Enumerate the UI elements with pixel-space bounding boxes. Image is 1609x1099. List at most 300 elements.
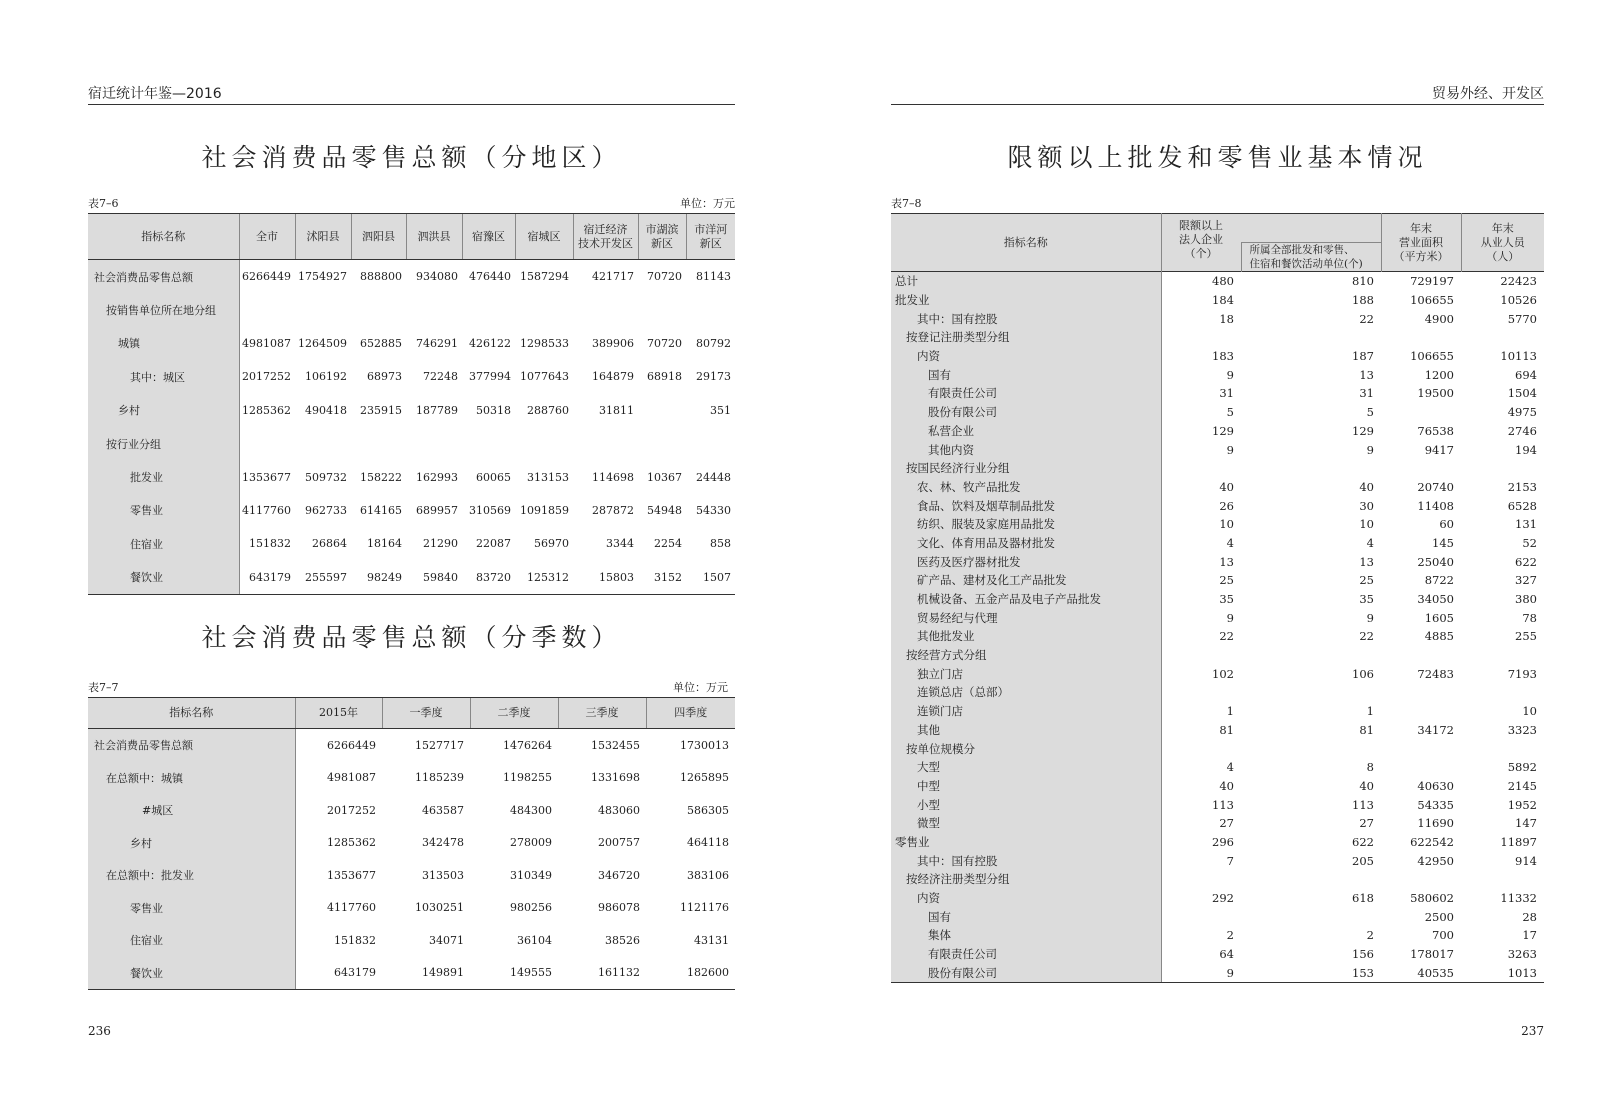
table-cell: 810 [1352,274,1374,289]
table-cell: 158222 [360,470,402,484]
table-cell: 914 [1515,853,1537,868]
table-row [891,440,1544,459]
column-header: 2015年 [295,698,382,729]
table-cell: 78 [1522,610,1537,625]
table-cell [638,293,686,326]
table-cell [351,293,406,326]
row-label: 医药及医疗器材批发 [891,552,1161,571]
table-cell: 9 [1226,610,1234,625]
table-cell: 20740 [1417,479,1454,494]
table-cell: 580602 [1410,891,1454,906]
table-cell [1241,907,1381,926]
table-cell [1381,459,1461,478]
row-label: 在总额中：批发业 [88,859,295,892]
table-cell: 287872 [592,503,634,517]
table-cell: 113 [1352,797,1374,812]
table-cell: 114698 [592,470,634,484]
row-label: 社会消费品零售总额 [88,260,239,294]
header-blank [1241,214,1381,243]
table-cell: 1198255 [503,771,552,785]
table-cell [686,293,735,326]
table-cell: 34071 [429,933,464,947]
table-cell: 618 [1352,891,1374,906]
table-cell [1461,459,1544,478]
row-label: 有限责任公司 [891,945,1161,964]
column-header: 宿豫区 [462,214,515,260]
table-row [88,427,735,460]
row-label: 乡村 [88,827,295,860]
table-cell [1381,328,1461,347]
table-cell: 34050 [1417,592,1454,607]
table-cell: 184 [1212,293,1234,308]
table-cell: 255597 [295,561,351,595]
table-cell [1161,739,1241,758]
table-cell [1161,459,1241,478]
table-cell: 156 [1352,947,1374,962]
table-row [88,859,735,892]
table-cell: 3263 [1507,947,1537,962]
page-number: 236 [88,1024,111,1038]
table-row [891,814,1544,833]
table-unit: 单位：万元 [673,681,728,694]
table-cell: 2500 [1424,909,1454,924]
row-label: 机械设备、五金产品及电子产品批发 [891,590,1161,609]
table-cell: 80792 [696,336,731,350]
table-cell [1461,739,1544,758]
running-header: 宿迁统计年鉴—2016 [88,86,222,102]
table-cell: 5770 [1507,311,1537,326]
table-cell: 52 [1522,535,1537,550]
table-row [891,309,1544,328]
table-row [88,494,735,527]
table-cell: 22423 [1500,274,1537,289]
table-cell [573,293,638,326]
table-cell [1461,870,1544,889]
table-cell [239,293,295,326]
row-label: 零售业 [891,833,1161,852]
row-label: 其中：国有控股 [891,851,1161,870]
row-label: 股份有限公司 [891,403,1161,422]
table-title: 限额以上批发和零售业基本情况 [1007,143,1428,172]
table-cell: 42950 [1417,853,1454,868]
row-label: 纺织、服装及家庭用品批发 [891,515,1161,534]
table-cell: 1527717 [415,738,464,752]
table-cell: 235915 [360,403,402,417]
table-cell [406,293,462,326]
table-row [891,777,1544,796]
table-cell: 161132 [558,957,646,990]
table-cell: 622542 [1410,834,1454,849]
table-cell: 1285362 [327,836,376,850]
column-header: 限额以上 法人企业 （个） [1161,214,1241,272]
table-cell: 24448 [696,470,731,484]
table-cell: 22 [1219,629,1234,644]
row-label: 城镇 [88,327,239,360]
table-cell: 10367 [647,470,682,484]
table-cell: 40630 [1417,778,1454,793]
table-cell: 1 [1226,704,1234,719]
table-cell: 164879 [592,370,634,384]
table-cell [515,427,573,460]
table-cell: 147 [1515,816,1537,831]
table-cell: 54330 [696,503,731,517]
table-cell [295,427,351,460]
table-cell: 1121176 [680,901,729,915]
table-row [891,721,1544,740]
table-row [891,571,1544,590]
table-cell: 11408 [1417,498,1454,513]
table-cell: 9 [1366,610,1374,625]
table-cell: 313503 [422,868,464,882]
table-cell: 68973 [367,370,402,384]
row-label: 其他批发业 [891,627,1161,646]
table-row [88,293,735,326]
table-cell: 2 [1226,928,1234,943]
column-header: 二季度 [470,698,558,729]
table-cell: 21290 [423,537,458,551]
table-row [891,739,1544,758]
region-sales-table [88,213,735,595]
table-row [891,347,1544,366]
table-cell: 729197 [1410,274,1454,289]
table-cell: 858 [710,537,731,551]
row-label: #城区 [88,794,295,827]
table-row [891,963,1544,982]
table-cell: 9417 [1424,442,1454,457]
table-cell [1381,646,1461,665]
table-cell: 296 [1212,834,1234,849]
header-row [88,698,735,729]
table-row [891,926,1544,945]
table-cell: 5 [1366,405,1374,420]
table-cell: 18164 [367,537,402,551]
row-label: 食品、饮料及烟草制品批发 [891,496,1161,515]
row-label: 按国民经济行业分组 [891,459,1161,478]
table-row [891,403,1544,422]
table-cell: 153 [1241,963,1381,982]
row-label: 按单位规模分 [891,739,1161,758]
row-label: 连锁总店（总部） [891,683,1161,702]
table-cell: 10526 [1500,293,1537,308]
table-cell: 129 [1352,423,1374,438]
table-cell: 31 [1359,386,1374,401]
table-cell: 586305 [687,803,729,817]
column-header: 宿迁经济 技术开发区 [573,214,638,260]
table-cell: 10 [1219,517,1234,532]
table-cell: 64 [1219,947,1234,962]
table-cell: 106192 [305,370,347,384]
table-cell: 2017252 [327,803,376,817]
table-cell: 1030251 [415,901,464,915]
table-cell [351,427,406,460]
table-cell: 178017 [1410,947,1454,962]
table-cell [1241,870,1381,889]
table-cell: 4900 [1424,311,1454,326]
table-cell: 149555 [470,957,558,990]
table-cell: 106 [1352,666,1374,681]
table-row [891,945,1544,964]
table-cell: 1532455 [591,738,640,752]
row-label: 农、林、牧产品批发 [891,478,1161,497]
table-cell: 50318 [476,403,511,417]
table-cell: 187789 [416,403,458,417]
table-cell [295,293,351,326]
table-cell: 183 [1212,349,1234,364]
table-cell [1461,328,1544,347]
table-cell: 13 [1359,367,1374,382]
table-number: 表7–8 [891,197,922,210]
table-cell: 1504 [1507,386,1537,401]
row-label: 零售业 [88,892,295,925]
table-cell: 11332 [1500,891,1537,906]
row-label: 内资 [891,889,1161,908]
table-cell: 188 [1352,293,1374,308]
table-cell: 4117760 [327,901,376,915]
table-row [88,729,735,762]
table-row [891,459,1544,478]
table-cell: 463587 [422,803,464,817]
table-cell: 4 [1226,535,1234,550]
table-cell: 187 [1352,349,1374,364]
table-cell: 15803 [573,561,638,595]
row-label: 矿产品、建材及化工产品批发 [891,571,1161,590]
row-label: 按经济注册类型分组 [891,870,1161,889]
row-label: 内资 [891,347,1161,366]
column-header: 市洋河 新区 [686,214,735,260]
table-cell [239,427,295,460]
table-cell: 934080 [416,270,458,284]
table-cell: 962733 [305,503,347,517]
table-cell: 622 [1352,834,1374,849]
table-row [891,702,1544,721]
table-cell: 1298533 [520,336,569,350]
row-label: 其中：国有控股 [891,309,1161,328]
row-label: 按行业分组 [88,427,239,460]
table-cell: 19500 [1417,386,1454,401]
table-cell: 694 [1515,367,1537,382]
table-row [891,833,1544,852]
table-cell [1381,758,1461,777]
table-cell [1241,683,1381,702]
table-row [891,758,1544,777]
row-label: 住宿业 [88,924,295,957]
table-cell: 4 [1226,760,1234,775]
table-cell: 17 [1522,928,1537,943]
row-label: 连锁门店 [891,702,1161,721]
table-row [88,394,735,427]
table-cell [462,427,515,460]
column-header: 三季度 [558,698,646,729]
header-row [88,214,735,260]
table-row [891,627,1544,646]
table-cell: 6266449 [327,738,376,752]
table-cell: 145 [1432,535,1454,550]
table-cell: 1285362 [242,403,291,417]
table-cell: 72248 [423,370,458,384]
row-label: 私营企业 [891,422,1161,441]
row-label: 国有 [891,365,1161,384]
column-header: 指标名称 [88,698,295,729]
table-cell: 1264509 [298,336,347,350]
table-cell: 2145 [1507,778,1537,793]
table-cell: 31811 [599,403,634,417]
table-cell: 10113 [1500,349,1537,364]
row-label: 有限责任公司 [891,384,1161,403]
table-cell: 70720 [647,336,682,350]
row-label: 按销售单位所在地分组 [88,293,239,326]
table-cell: 35 [1219,592,1234,607]
table-cell [1161,328,1241,347]
table-cell [686,427,735,460]
row-label: 住宿业 [88,527,239,560]
row-label: 小型 [891,795,1161,814]
table-cell: 1200 [1424,367,1454,382]
table-cell: 288760 [527,403,569,417]
table-cell [1461,683,1544,702]
table-cell: 70720 [647,270,682,284]
table-cell: 102 [1212,666,1234,681]
table-cell: 30 [1359,498,1374,513]
table-cell: 182600 [646,957,735,990]
table-row [88,360,735,393]
table-cell: 9 [1226,442,1234,457]
row-label: 餐饮业 [88,561,239,595]
table-row [891,683,1544,702]
table-cell: 622 [1515,554,1537,569]
table-cell: 113 [1212,797,1234,812]
table-cell: 149891 [382,957,470,990]
table-cell: 40535 [1381,963,1461,982]
table-cell: 81143 [696,270,731,284]
table-cell: 18 [1219,311,1234,326]
table-cell: 9 [1161,963,1241,982]
table-row [88,327,735,360]
table-row [891,646,1544,665]
row-label: 独立门店 [891,664,1161,683]
table-cell: 4975 [1507,405,1537,420]
table-cell: 3323 [1507,722,1537,737]
table-cell: 72483 [1417,666,1454,681]
column-header: 年末 从业人员 （人） [1461,214,1544,272]
table-cell [1161,907,1241,926]
table-cell [638,427,686,460]
table-cell: 426122 [469,336,511,350]
row-label: 其他内资 [891,440,1161,459]
table-cell: 2017252 [242,370,291,384]
table-cell: 986078 [598,901,640,915]
table-cell [1381,702,1461,721]
table-cell [1381,739,1461,758]
table-row [891,851,1544,870]
table-cell: 10 [1359,517,1374,532]
table-cell: 351 [710,403,731,417]
column-header: 年末 营业面积 （平方米） [1381,214,1461,272]
table-cell: 106655 [1410,293,1454,308]
table-cell: 4 [1366,535,1374,550]
table-row [891,889,1544,908]
table-cell: 40 [1359,479,1374,494]
table-cell: 13 [1219,554,1234,569]
table-cell: 509732 [305,470,347,484]
row-label: 大型 [891,758,1161,777]
table-cell: 40 [1359,778,1374,793]
table-cell: 476440 [469,270,511,284]
table-cell: 4117760 [242,503,291,517]
table-cell: 43131 [694,933,729,947]
table-cell [406,427,462,460]
column-header: 指标名称 [891,214,1161,272]
table-cell [1241,328,1381,347]
table-cell: 1587294 [520,270,569,284]
table-cell: 205 [1352,853,1374,868]
table-cell: 8722 [1424,573,1454,588]
table-cell: 2254 [654,537,682,551]
table-cell: 54948 [647,503,682,517]
table-title: 社会消费品零售总额（分季数） [201,623,622,652]
table-cell: 54335 [1417,797,1454,812]
column-header: 市湖滨 新区 [638,214,686,260]
table-row [88,260,735,294]
table-cell: 614165 [360,503,402,517]
table-cell [1381,403,1461,422]
table-cell: 27 [1219,816,1234,831]
table-cell: 6266449 [242,270,291,284]
table-cell: 34172 [1417,722,1454,737]
table-row [891,496,1544,515]
right-page [804,0,1609,1099]
table-cell: 7 [1226,853,1234,868]
table-cell: 151832 [334,933,376,947]
table-cell: 1265895 [680,771,729,785]
table-cell: 25 [1219,573,1234,588]
table-cell: 1952 [1507,797,1537,812]
table-row [891,590,1544,609]
table-cell: 888800 [360,270,402,284]
table-cell: 56970 [534,537,569,551]
column-header: 一季度 [382,698,470,729]
table-row [88,892,735,925]
table-cell: 68918 [647,370,682,384]
table-cell: 1605 [1424,610,1454,625]
table-cell: 27 [1359,816,1374,831]
table-cell: 5892 [1507,760,1537,775]
table-cell: 313153 [527,470,569,484]
table-cell: 38526 [605,933,640,947]
table-cell: 1185239 [415,771,464,785]
row-label: 零售业 [88,494,239,527]
table-cell: 255 [1515,629,1537,644]
table-cell: 200757 [598,836,640,850]
table-cell: 389906 [592,336,634,350]
table-title: 社会消费品零售总额（分地区） [201,143,622,172]
table-cell: 278009 [510,836,552,850]
table-row [891,515,1544,534]
table-cell: 643179 [239,561,295,595]
running-header: 贸易外经、开发区 [1432,86,1544,102]
table-row [891,328,1544,347]
header-rule [891,104,1544,105]
table-cell: 1 [1366,704,1374,719]
table-cell: 40 [1219,479,1234,494]
table-cell [1381,870,1461,889]
table-cell: 377994 [469,370,511,384]
row-label: 股份有限公司 [891,963,1161,982]
table-cell [1241,739,1381,758]
column-header: 泗洪县 [406,214,462,260]
table-cell: 25040 [1417,554,1454,569]
table-row [891,907,1544,926]
table-cell: 1013 [1461,963,1544,982]
